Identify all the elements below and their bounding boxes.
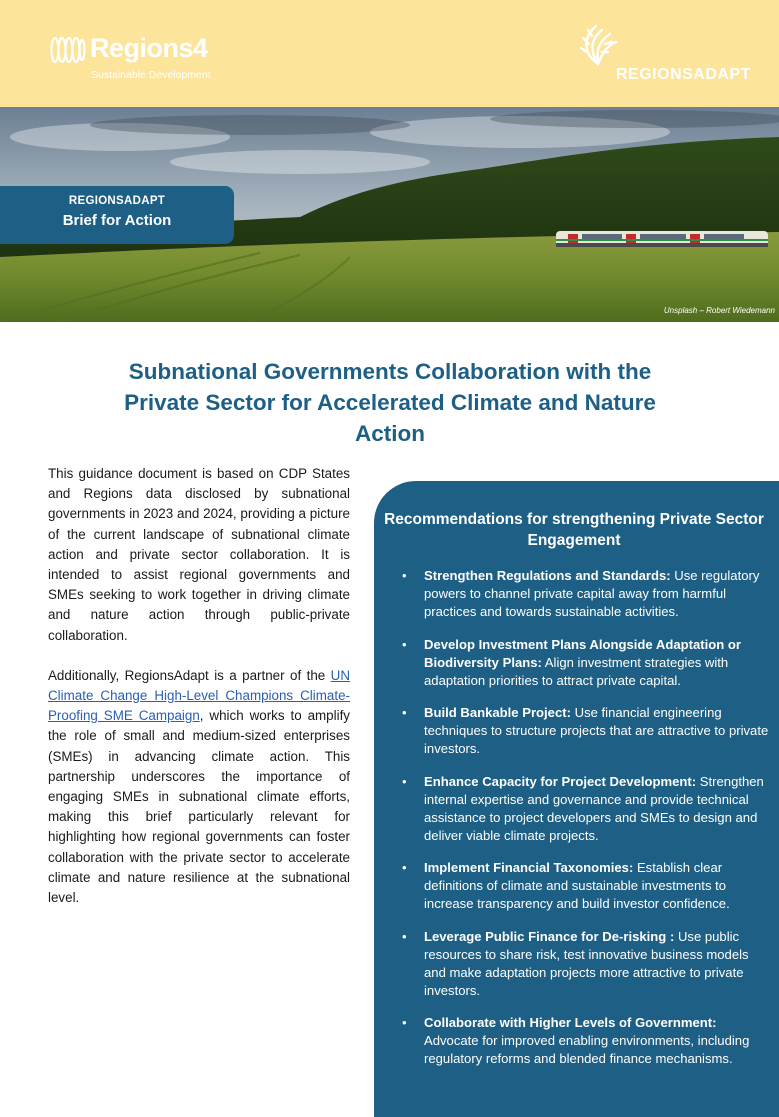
bullet-icon: • [402,928,407,944]
recommendations-panel [374,481,779,1117]
recommendation-label: Implement Financial Taxonomies: [424,860,634,875]
document-title: Subnational Governments Collaboration with the Private Sector for Accelerated Climate and Nature Action [124,359,656,446]
recommendation-label: Build Bankable Project: [424,705,571,720]
recommendation-label: Collaborate with Higher Levels of Government: [424,1015,717,1030]
recommendation-item [402,1014,772,1068]
recommendation-item [402,859,772,913]
recommendation-text: Use regulatory powers to channel private capital away from harmful practices and towards sustainable activities. [424,568,760,619]
recommendation-label: Develop Investment Plans Alongside Adaptation or Biodiversity Plans: [424,636,741,670]
bullet-icon: • [402,705,407,720]
recommendation-label: Enhance Capacity for Project Development: [424,773,697,789]
bullet-icon: • [402,568,407,583]
bullet-icon: • [402,773,407,789]
bullet-icon: • [402,860,407,875]
brief-series-label: REGIONSADAPT [68,195,166,207]
brief-type-label: Brief for Action [62,212,172,229]
recommendation-label: Strengthen Regulations and Standards: [424,568,671,583]
recommendation-item [402,928,772,1000]
recommendation-item [402,773,772,845]
sme-campaign-link[interactable]: UN Climate Change High-Level Champions Climate-Proofing SME Campaign [48,667,350,724]
recommendation-text: Use financial engineering techniques to structure projects that are attractive to private investors. [424,705,769,756]
intro-paragraph-1: This guidance document is based on CDP States and Regions data disclosed by subnational governments in 2023 and 2024, providing a picture of the current landscape of subnational climate action and private sector collaboration. It is intended to assist regional governments and SMEs seeking to work together in driving climate and nature action through public-private collaboration. [48,466,350,643]
brief-for-action-tab [0,186,234,244]
intro-paragraph-2-lead: Additionally, RegionsAdapt is a partner of the [48,667,331,683]
recommendation-item [402,636,772,690]
bullet-icon: • [402,636,407,652]
regionsadapt-logo-name: REGIONSADAPT [616,66,751,83]
recommendation-text: Use public resources to share risk, test innovative business models and make adaptation projects more attractive to private investors. [424,928,749,998]
recommendation-item [402,704,772,758]
regions4-mark-icon [50,35,86,65]
recommendation-label: Leverage Public Finance for De-risking : [424,928,675,944]
intro-paragraph-2-rest: , which works to amplify the role of small and medium-sized enterprises (SMEs) in advancing climate action. This partnership underscores the importance of engaging SMEs in subnational climate efforts, making this brief particularly relevant for highlighting how regional governments can foster collaboration with the private sector to accelerate climate and nature resilience at the subnational level. [48,708,350,906]
regionsadapt-logo[interactable] [578,22,773,92]
recommendation-text: Establish clear definitions of climate and sustainable investments to increase transparency and build investor confidence. [424,860,730,911]
recommendation-item [402,567,772,621]
bullet-icon: • [402,1015,407,1030]
recommendations-title: Recommendations for strengthening Private Sector Engagement [384,511,764,549]
photo-credit: Unsplash – Robert Wiedemann [663,306,775,315]
recommendations-list [402,567,772,1083]
recommendation-text: Strengthen internal expertise and governance and provide technical assistance to project developers and SMEs to design and deliver viable climate projects. [424,773,764,843]
regions4-logo-subtitle: Sustainable Development [91,69,211,81]
recommendation-text: Advocate for improved enabling environments, including regulatory reforms and blended finance mechanisms. [424,1033,750,1066]
leaf-mark-icon [578,22,618,66]
hero-photo [0,107,779,322]
regions4-logo-name: Regions4 [90,33,208,63]
intro-paragraph-2 [48,666,350,908]
page-header [0,0,779,107]
recommendation-text: Align investment strategies with adaptation priorities to attract private capital. [424,654,729,688]
intro-text [48,464,350,928]
